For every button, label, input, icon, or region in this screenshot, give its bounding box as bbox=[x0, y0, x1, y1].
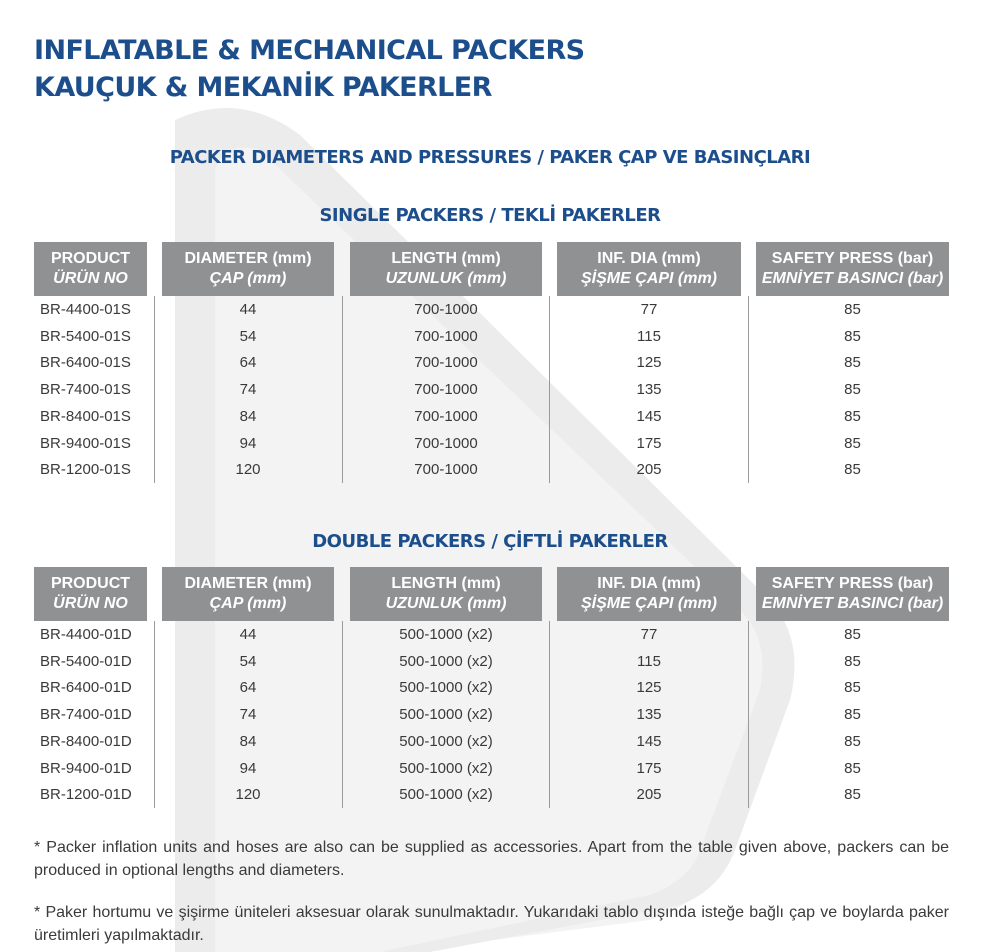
cell-length: 700-1000 bbox=[414, 407, 478, 425]
cell-product: BR-8400-01S bbox=[40, 407, 131, 425]
cell-diameter: 120 bbox=[235, 461, 261, 479]
header-diameter: DIAMETER (mm) ÇAP (mm) bbox=[162, 242, 334, 296]
cell-length: 500-1000 (x2) bbox=[399, 652, 493, 670]
cell-inf-dia: 77 bbox=[640, 301, 658, 318]
cell-length: 700-1000 bbox=[414, 461, 478, 479]
footnote-turkish: * Paker hortumu ve şişirme üniteleri aksesuar olarak sunulmaktadır. Yukarıdaki tablo dışında isteğe bağlı çap ve boylarda paker üretimleri yapılmaktadır. bbox=[34, 904, 949, 944]
cell-diameter: 64 bbox=[239, 354, 257, 372]
cell-product: BR-1200-01S bbox=[40, 461, 131, 479]
cell-length: 500-1000 (x2) bbox=[399, 732, 493, 750]
cell-product: BR-6400-01S bbox=[40, 354, 131, 372]
cell-diameter: 54 bbox=[239, 327, 257, 345]
table-row bbox=[34, 755, 949, 782]
cell-safety-press: 85 bbox=[844, 626, 861, 643]
cell-diameter: 44 bbox=[239, 301, 257, 318]
header-product: PRODUCT ÜRÜN NO bbox=[34, 567, 147, 621]
cell-inf-dia: 205 bbox=[636, 786, 662, 804]
cell-safety-press: 85 bbox=[844, 461, 861, 479]
header-product: PRODUCT ÜRÜN NO bbox=[34, 242, 147, 296]
cell-product: BR-5400-01D bbox=[40, 652, 132, 670]
table-row bbox=[34, 349, 949, 376]
cell-inf-dia: 205 bbox=[636, 461, 662, 479]
table-row bbox=[34, 430, 949, 457]
cell-diameter: 74 bbox=[239, 381, 257, 399]
header-inf-dia: INF. DIA (mm) ŞİŞME ÇAPI (mm) bbox=[557, 242, 741, 296]
table-row bbox=[34, 674, 949, 701]
title-line-en: INFLATABLE & MECHANICAL PACKERS bbox=[34, 35, 585, 66]
cell-safety-press: 85 bbox=[844, 786, 861, 804]
footnote-english: * Packer inflation units and hoses are also can be supplied as accessories. Apart from the table given above, packers can be produced in optional lengths and diameters. bbox=[34, 839, 949, 879]
cell-product: BR-7400-01D bbox=[40, 706, 132, 724]
cell-diameter: 54 bbox=[239, 652, 257, 670]
cell-safety-press: 85 bbox=[844, 301, 861, 318]
cell-safety-press: 85 bbox=[844, 327, 861, 345]
table-row bbox=[34, 456, 949, 483]
table-row bbox=[34, 323, 949, 350]
cell-length: 700-1000 bbox=[414, 381, 478, 399]
cell-length: 500-1000 (x2) bbox=[399, 679, 493, 697]
single-packers-title: SINGLE PACKERS / TEKLİ PAKERLER bbox=[319, 205, 661, 226]
page-title bbox=[34, 32, 584, 106]
cell-diameter: 64 bbox=[239, 679, 257, 697]
cell-product: BR-9400-01S bbox=[40, 434, 131, 452]
cell-length: 500-1000 (x2) bbox=[399, 759, 493, 777]
cell-safety-press: 85 bbox=[844, 381, 861, 399]
cell-length: 500-1000 (x2) bbox=[399, 626, 493, 643]
table-row bbox=[34, 403, 949, 430]
cell-diameter: 74 bbox=[239, 706, 257, 724]
table-row bbox=[34, 701, 949, 728]
double-packers-title: DOUBLE PACKERS / ÇİFTLİ PAKERLER bbox=[312, 531, 668, 552]
cell-length: 500-1000 (x2) bbox=[399, 786, 493, 804]
cell-product: BR-8400-01D bbox=[40, 732, 132, 750]
cell-length: 700-1000 bbox=[414, 354, 478, 372]
cell-inf-dia: 115 bbox=[637, 327, 661, 345]
table-row bbox=[34, 648, 949, 675]
cell-inf-dia: 175 bbox=[636, 759, 662, 777]
cell-inf-dia: 135 bbox=[636, 706, 662, 724]
cell-safety-press: 85 bbox=[844, 434, 861, 452]
section-subtitle: PACKER DIAMETERS AND PRESSURES / PAKER ÇAP VE BASINÇLARI bbox=[169, 147, 811, 168]
cell-product: BR-4400-01D bbox=[40, 626, 132, 643]
cell-diameter: 94 bbox=[239, 434, 257, 452]
cell-safety-press: 85 bbox=[844, 732, 861, 750]
cell-diameter: 120 bbox=[235, 786, 261, 804]
cell-inf-dia: 125 bbox=[636, 679, 662, 697]
cell-inf-dia: 145 bbox=[636, 407, 662, 425]
cell-product: BR-5400-01S bbox=[40, 327, 131, 345]
cell-length: 700-1000 bbox=[414, 301, 478, 318]
header-safety-press: SAFETY PRESS (bar) EMNİYET BASINCI (bar) bbox=[756, 567, 949, 621]
header-diameter: DIAMETER (mm) ÇAP (mm) bbox=[162, 567, 334, 621]
title-line-tr: KAUÇUK & MEKANİK PAKERLER bbox=[34, 72, 492, 103]
table-row bbox=[34, 781, 949, 808]
cell-safety-press: 85 bbox=[844, 706, 861, 724]
cell-diameter: 84 bbox=[239, 407, 257, 425]
table-row bbox=[34, 728, 949, 755]
cell-inf-dia: 175 bbox=[636, 434, 662, 452]
cell-safety-press: 85 bbox=[844, 759, 861, 777]
cell-inf-dia: 145 bbox=[636, 732, 662, 750]
table-row bbox=[34, 296, 949, 323]
cell-inf-dia: 77 bbox=[640, 626, 658, 643]
cell-product: BR-1200-01D bbox=[40, 786, 132, 804]
cell-length: 700-1000 bbox=[414, 434, 478, 452]
cell-product: BR-6400-01D bbox=[40, 679, 132, 697]
cell-inf-dia: 135 bbox=[636, 381, 662, 399]
cell-length: 500-1000 (x2) bbox=[399, 706, 493, 724]
cell-length: 700-1000 bbox=[414, 327, 478, 345]
cell-diameter: 84 bbox=[239, 732, 257, 750]
header-length: LENGTH (mm) UZUNLUK (mm) bbox=[350, 242, 542, 296]
header-length: LENGTH (mm) UZUNLUK (mm) bbox=[350, 567, 542, 621]
cell-diameter: 94 bbox=[239, 759, 257, 777]
cell-safety-press: 85 bbox=[844, 407, 861, 425]
cell-product: BR-9400-01D bbox=[40, 759, 132, 777]
header-inf-dia: INF. DIA (mm) ŞİŞME ÇAPI (mm) bbox=[557, 567, 741, 621]
cell-safety-press: 85 bbox=[844, 354, 861, 372]
table-row bbox=[34, 376, 949, 403]
cell-product: BR-4400-01S bbox=[40, 301, 131, 318]
header-safety-press: SAFETY PRESS (bar) EMNİYET BASINCI (bar) bbox=[756, 242, 949, 296]
cell-safety-press: 85 bbox=[844, 652, 861, 670]
cell-safety-press: 85 bbox=[844, 679, 861, 697]
cell-product: BR-7400-01S bbox=[40, 381, 131, 399]
cell-inf-dia: 115 bbox=[637, 652, 661, 670]
cell-diameter: 44 bbox=[239, 626, 257, 643]
cell-inf-dia: 125 bbox=[636, 354, 662, 372]
table-row bbox=[34, 621, 949, 648]
